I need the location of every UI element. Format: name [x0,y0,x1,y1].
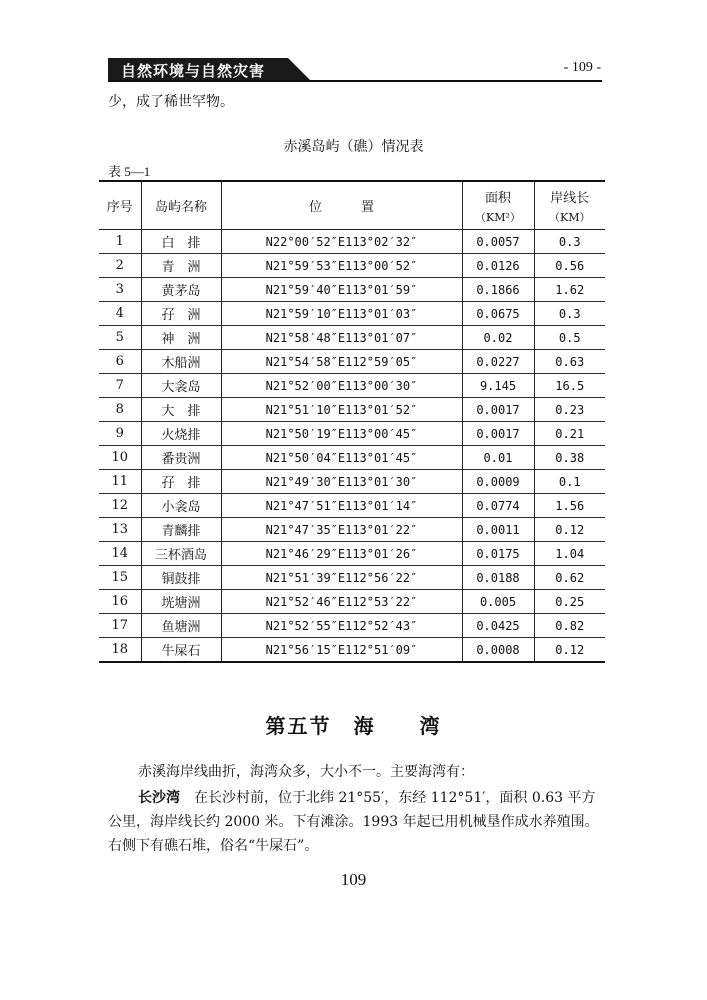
cell-area: 0.02 [462,326,534,350]
cell-shoreline: 1.04 [534,542,605,566]
table-row [99,494,605,518]
cell-name: 火烧排 [141,422,221,446]
cell-name: 青 洲 [141,254,221,278]
cell-position: N21°56′15″E112°51′09″ [221,638,462,663]
col-header-shoreline-label: 岸线长 [550,190,590,206]
cell-area: 0.0011 [462,518,534,542]
cell-area: 0.0227 [462,350,534,374]
table-row [99,566,605,590]
cell-position: N21°52′46″E112°53′22″ [221,590,462,614]
cell-index: 12 [99,494,141,518]
table-row [99,302,605,326]
cell-index: 7 [99,374,141,398]
cell-position: N21°51′10″E113°01′52″ [221,398,462,422]
col-header-name: 岛屿名称 [141,181,221,230]
cell-position: N21°59′53″E113°00′52″ [221,254,462,278]
col-header-position: 位 置 [221,181,462,230]
cell-name: 孖 排 [141,470,221,494]
cell-shoreline: 1.56 [534,494,605,518]
cell-index: 8 [99,398,141,422]
cell-name: 大衾岛 [141,374,221,398]
cell-area: 0.0126 [462,254,534,278]
cell-area: 0.0188 [462,566,534,590]
cell-position: N21°52′55″E112°52′43″ [221,614,462,638]
cell-shoreline: 0.3 [534,302,605,326]
cell-name: 青麟排 [141,518,221,542]
cell-position: N21°59′10″E113°01′03″ [221,302,462,326]
cell-area: 0.0008 [462,638,534,663]
cell-area: 0.1866 [462,278,534,302]
table-row [99,590,605,614]
cell-area: 0.0017 [462,422,534,446]
cell-name: 番贵洲 [141,446,221,470]
table-row [99,542,605,566]
cell-area: 0.0425 [462,614,534,638]
table-row [99,614,605,638]
cell-area: 0.0009 [462,470,534,494]
cell-position: N21°59′40″E113°01′59″ [221,278,462,302]
running-header-page-number: - 109 - [563,60,601,75]
intro-paragraph: 少，成了稀世罕物。 [108,94,234,110]
col-header-index: 序号 [99,181,141,230]
col-header-shoreline [534,181,605,230]
cell-name: 孖 洲 [141,302,221,326]
table-row [99,374,605,398]
cell-name: 三杯酒岛 [141,542,221,566]
cell-name: 牛屎石 [141,638,221,663]
cell-area: 0.0675 [462,302,534,326]
cell-shoreline: 0.25 [534,590,605,614]
table-row [99,398,605,422]
cell-name: 铜鼓排 [141,566,221,590]
cell-shoreline: 1.62 [534,278,605,302]
cell-index: 9 [99,422,141,446]
cell-area: 0.0017 [462,398,534,422]
cell-index: 1 [99,230,141,254]
header-rule [108,80,602,82]
table-title: 赤溪岛屿（礁）情况表 [283,139,424,155]
cell-shoreline: 0.63 [534,350,605,374]
cell-area: 0.0175 [462,542,534,566]
cell-area: 0.005 [462,590,534,614]
running-header-title: 自然环境与自然灾害 [121,62,266,80]
cell-index: 4 [99,302,141,326]
cell-position: N21°54′58″E112°59′05″ [221,350,462,374]
table-row [99,422,605,446]
cell-name: 垙塘洲 [141,590,221,614]
cell-index: 17 [99,614,141,638]
cell-area: 0.01 [462,446,534,470]
cell-index: 13 [99,518,141,542]
cell-position: N21°47′51″E113°01′14″ [221,494,462,518]
cell-position: N21°46′29″E113°01′26″ [221,542,462,566]
cell-shoreline: 0.62 [534,566,605,590]
bay-entry-term: 长沙湾 [138,790,180,806]
cell-name: 木船洲 [141,350,221,374]
cell-name: 小衾岛 [141,494,221,518]
cell-index: 10 [99,446,141,470]
table-row [99,230,605,254]
cell-name: 大 排 [141,398,221,422]
table-row [99,518,605,542]
cell-area: 0.0057 [462,230,534,254]
cell-shoreline: 0.21 [534,422,605,446]
cell-index: 14 [99,542,141,566]
cell-position: N21°49′30″E113°01′30″ [221,470,462,494]
cell-area: 9.145 [462,374,534,398]
cell-shoreline: 0.82 [534,614,605,638]
table-row [99,326,605,350]
cell-position: N21°52′00″E113°00′30″ [221,374,462,398]
cell-shoreline: 0.3 [534,230,605,254]
cell-name: 白 排 [141,230,221,254]
cell-index: 18 [99,638,141,663]
cell-shoreline: 0.56 [534,254,605,278]
table-row [99,278,605,302]
table-body [99,230,605,663]
cell-index: 11 [99,470,141,494]
table-header-row [99,181,605,230]
cell-position: N21°51′39″E112°56′22″ [221,566,462,590]
table-row [99,446,605,470]
cell-position: N21°50′19″E113°00′45″ [221,422,462,446]
col-header-area-label: 面积 [484,190,511,206]
cell-index: 15 [99,566,141,590]
cell-index: 3 [99,278,141,302]
table-row [99,254,605,278]
table-row [99,350,605,374]
table-label: 表 5—1 [108,164,151,179]
cell-name: 黄茅岛 [141,278,221,302]
cell-index: 6 [99,350,141,374]
table-row [99,470,605,494]
islands-table [99,180,605,663]
col-header-area [462,181,534,230]
cell-position: N21°47′35″E113°01′22″ [221,518,462,542]
section-intro-paragraph: 赤溪海岸线曲折，海湾众多，大小不一。主要海湾有： [138,764,474,780]
bay-entry-paragraph [108,786,602,858]
section-heading: 第五节 海 湾 [265,714,442,738]
cell-shoreline: 0.38 [534,446,605,470]
cell-shoreline: 0.23 [534,398,605,422]
cell-index: 16 [99,590,141,614]
cell-name: 神 洲 [141,326,221,350]
cell-shoreline: 0.1 [534,470,605,494]
cell-name: 鱼塘洲 [141,614,221,638]
cell-index: 2 [99,254,141,278]
cell-shoreline: 0.12 [534,638,605,663]
cell-position: N21°58′48″E113°01′07″ [221,326,462,350]
cell-position: N22°00′52″E113°02′32″ [221,230,462,254]
cell-shoreline: 16.5 [534,374,605,398]
footer-page-number: 109 [340,870,367,889]
cell-position: N21°50′04″E113°01′45″ [221,446,462,470]
cell-index: 5 [99,326,141,350]
cell-shoreline: 0.5 [534,326,605,350]
table-row [99,638,605,663]
bay-entry-text: 在长沙村前，位于北纬 21°55′，东经 112°51′，面积 0.63 平方公里，海岸线长约 2000 米。下有滩涂。1993 年起已用机械垦作成水养殖围。右侧下有礁石堆，俗名“牛屎石”。 [108,790,599,854]
col-header-area-unit: （KM²） [475,210,521,224]
cell-area: 0.0774 [462,494,534,518]
col-header-shoreline-unit: （KM） [549,210,591,224]
cell-shoreline: 0.12 [534,518,605,542]
